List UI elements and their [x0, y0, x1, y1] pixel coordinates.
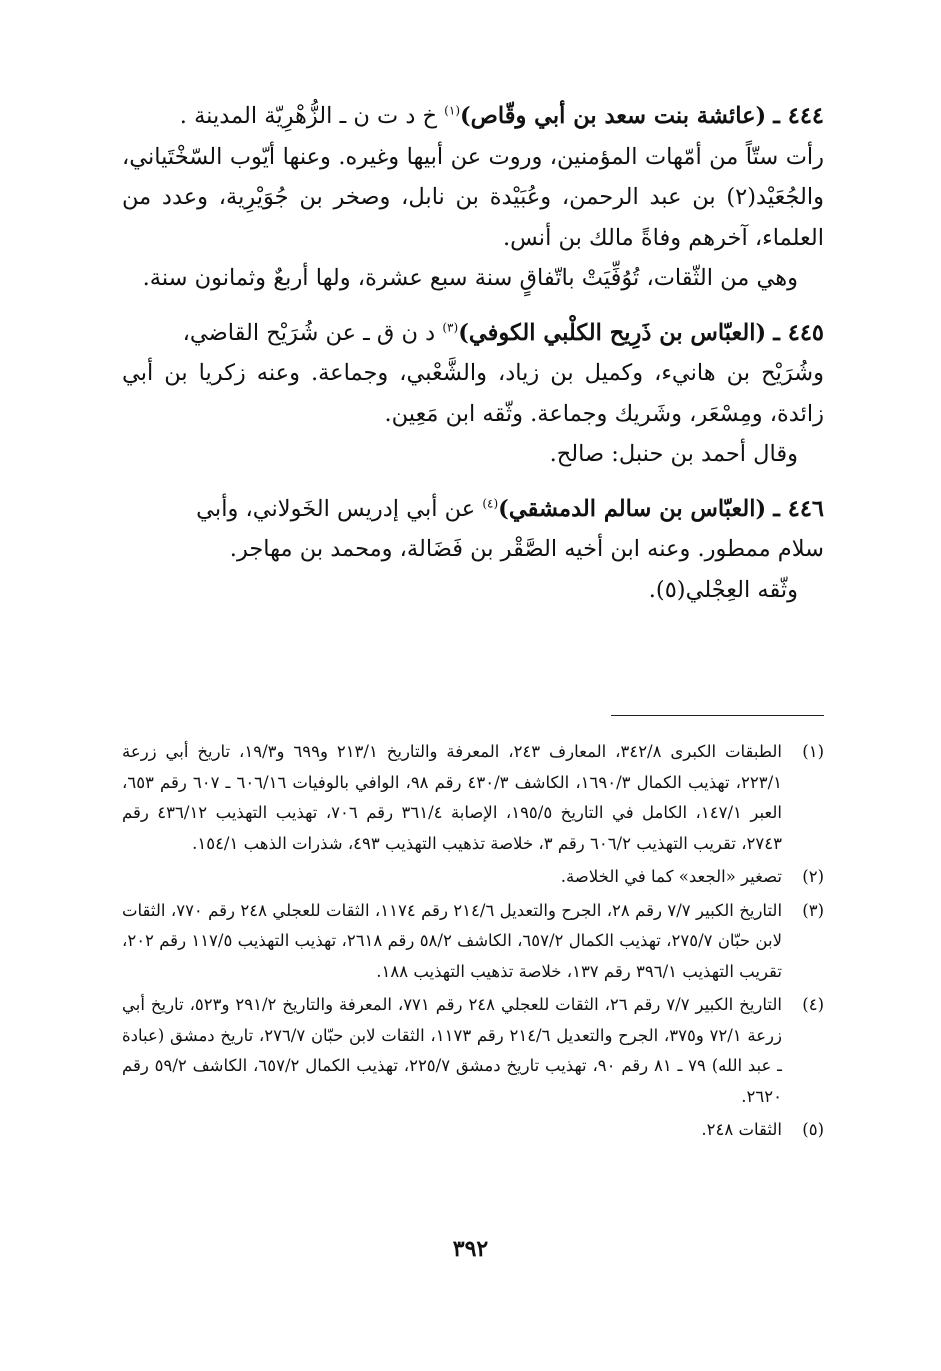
page-number: ٣٩٢	[452, 1236, 489, 1262]
footnote-5-label: (٥)	[802, 1120, 824, 1139]
entry-445-footnote-ref: (٣)	[442, 320, 459, 334]
entry-444-number: ٤٤٤ ـ	[773, 103, 824, 129]
entry-444-footnote-ref: (١)	[444, 103, 460, 118]
main-text	[122, 96, 824, 624]
footnote-2	[122, 862, 824, 893]
entry-445-number: ٤٤٥ ـ	[773, 319, 824, 346]
entry-445-heading	[122, 313, 824, 354]
footnote-5	[122, 1115, 824, 1146]
entry-445-body: وشُرَيْح بن هانيء، وكميل بن زياد، والشَّعْبي، وجماعة. وعنه زكريا بن أبي زائدة، ومِسْعَر، وشَريك وجماعة. وثّقه ابن مَعِين.	[122, 360, 824, 427]
footnotes	[122, 737, 824, 1149]
entry-446-heading-rest: عن أبي إدريس الخَولاني، وأبي	[196, 495, 483, 522]
entry-445-note: وقال أحمد بن حنبل: صالح.	[549, 441, 798, 467]
entry-446	[122, 489, 824, 611]
entry-444-note: وهي من الثّقات، تُوُفِّيَتْ باتّفاقٍ سنة سبع عشرة، ولها أربعٌ وثمانون سنة.	[142, 265, 798, 291]
entry-446-note: وثّقه العِجْلي(٥).	[648, 576, 798, 603]
entry-445-heading-rest: د ن ق ـ عن شُرَيْح القاضي،	[182, 319, 443, 346]
footnote-1	[122, 737, 824, 859]
entry-446-number: ٤٤٦ ـ	[773, 495, 824, 522]
entry-444-heading	[122, 96, 824, 137]
entry-446-body: سلام ممطور. وعنه ابن أخيه الصَّقْر بن فَضَالة، ومحمد بن مهاجر.	[229, 536, 824, 562]
footnote-2-label: (٢)	[802, 867, 824, 886]
entry-444	[122, 96, 824, 299]
footnote-3-text: التاريخ الكبير ٧/٧ رقم ٢٨، الجرح والتعديل ٢١٤/٦ رقم ١١٧٤، الثقات للعجلي ٢٤٨ رقم ٧٧٠، الثقات لابن حبّان ٢٧٥/٧، تهذيب الكمال ٦٥٧/٢، الكاشف ٥٨/٢ رقم ٢٦١٨، تهذيب التهذيب ١١٧/٥ رقم ٢٠٢، تقريب التهذيب ٣٩٦/١ رقم ١٣٧، خلاصة تذهيب التهذيب ١٨٨.	[122, 900, 783, 981]
footnote-3-label: (٣)	[802, 900, 824, 920]
entry-445	[122, 313, 824, 475]
footnote-1-label: (١)	[802, 742, 824, 761]
entry-444-body: رأت ستّاً من أمّهات المؤمنين، وروت عن أبيها وغيره. وعنها أيّوب السّخْتَياني، والجُعَيْد(٢) بن عبد الرحمن، وعُبَيْدة بن نابل، وصخر بن جُوَيْرِية، وعدد من العلماء، آخرهم وفاةً مالك بن أنس.	[122, 143, 824, 251]
entry-444-heading-rest: خ د ت ن ـ الزُّهْرِيّة المدينة .	[179, 103, 445, 129]
entry-446-name: (العبّاس بن سالم الدمشقي)	[498, 495, 767, 522]
entry-444-name: (عائشة بنت سعد بن أبي وقّاص)	[460, 103, 767, 129]
footnote-4-text: التاريخ الكبير ٧/٧ رقم ٢٦، الثقات للعجلي ٢٤٨ رقم ٧٧١، المعرفة والتاريخ ٢٩١/٢ و٥٢٣، تاريخ أبي زرعة ٧٢/١ و٣٧٥، الجرح والتعديل ٢١٤/٦ رقم ١١٧٣، الثقات لابن حبّان ٢٧٦/٧، تاريخ دمشق (عبادة ـ عبد الله) ٧٩ ـ ٨١ رقم ٩٠، تهذيب تاريخ دمشق ٢٢٥/٧، تهذيب الكمال ٦٥٧/٢، الكاشف ٥٩/٢ رقم ٢٦٢٠.	[122, 995, 783, 1106]
footnote-3	[122, 896, 824, 988]
footnote-4-label: (٤)	[802, 995, 824, 1014]
footnote-1-text: الطبقات الكبرى ٣٤٢/٨، المعارف ٢٤٣، المعرفة والتاريخ ٢١٣/١ و٦٩٩ و١٩/٣، تاريخ أبي زرعة ٢٢٣/١، تهذيب الكمال ١٦٩٠/٣، الكاشف ٤٣٠/٣ رقم ٩٨، الوافي بالوفيات ٦٠٦/١٦ ـ ٦٠٧ رقم ٦٥٣، العبر ١٤٧/١، الكامل في التاريخ ١٩٥/٥، الإصابة ٣٦١/٤ رقم ٧٠٦، تهذيب التهذيب ٤٣٦/١٢ رقم ٢٧٤٣، تقريب التهذيب ٦٠٦/٢ رقم ٣، خلاصة تذهيب التهذيب ٤٩٣، شذرات الذهب ١٥٤/١.	[122, 742, 783, 853]
footnote-4	[122, 990, 824, 1112]
footnote-5-text: الثقات ٢٤٨.	[701, 1120, 782, 1139]
footnote-divider	[611, 715, 824, 716]
entry-446-heading	[122, 489, 824, 530]
footnote-2-text: تصغير «الجعد» كما في الخلاصة.	[560, 867, 782, 886]
entry-446-footnote-ref: (٤)	[482, 496, 499, 510]
entry-445-name: (العبّاس بن ذَرِيح الكلْبي الكوفي)	[458, 319, 767, 346]
